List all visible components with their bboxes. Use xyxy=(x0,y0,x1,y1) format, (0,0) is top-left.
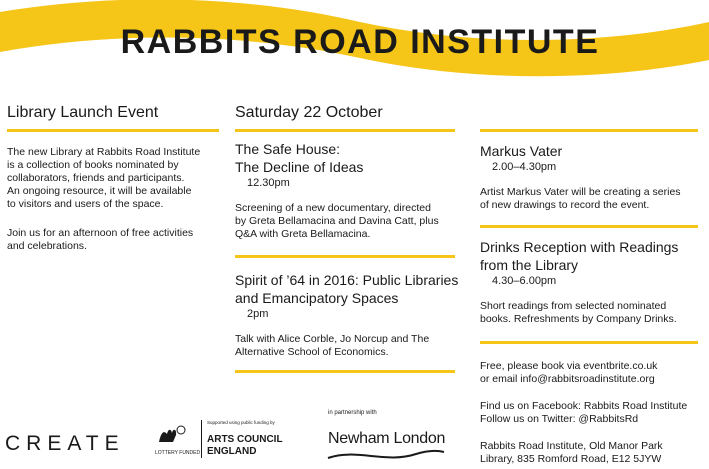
newham-logo: Newham London xyxy=(328,430,446,447)
col3-rule-mid xyxy=(480,225,698,228)
event-description: Artist Markus Vater will be creating a series of new drawings to record the event. xyxy=(480,186,681,211)
social-info: Find us on Facebook: Rabbits Road Institute Follow us on Twitter: @RabbitsRd xyxy=(480,400,688,425)
col2-rule-bottom xyxy=(235,370,455,373)
address-info: Rabbits Road Institute, Old Manor Park Library, 835 Romford Road, E12 5JYW xyxy=(480,440,663,465)
launch-description: The new Library at Rabbits Road Institute is a collection of books nominated by collaborators, friends and participants. An ongoing resource, it will be available to visitors and users of the space. xyxy=(7,146,201,210)
col1-rule xyxy=(7,129,219,132)
booking-info: Free, please book via eventbrite.co.uk or email info@rabbitsroadinstitute.org xyxy=(480,360,658,385)
event-description: Screening of a new documentary, directed by Greta Bellamacina and Davina Catt, plus Q&A with Greta Bellamacina. xyxy=(235,202,439,240)
event-date: Saturday 22 October xyxy=(235,104,383,121)
event-time: 4.30–6.00pm xyxy=(492,275,557,287)
event-title: The Safe House: The Decline of Ideas xyxy=(235,141,364,175)
newham-swoosh-icon xyxy=(326,446,446,464)
lottery-arts-logo xyxy=(155,420,283,460)
arts-council-label-2: ENGLAND xyxy=(207,446,257,457)
event-safe-house xyxy=(235,140,460,241)
event-time: 2.00–4.30pm xyxy=(492,161,557,173)
lottery-label: LOTTERY FUNDED xyxy=(155,450,201,456)
arts-council-label: ARTS COUNCIL xyxy=(207,434,283,445)
banner-title: RABBITS ROAD INSTITUTE xyxy=(120,23,600,61)
event-time: 2pm xyxy=(247,308,269,320)
event-title: Markus Vater xyxy=(480,143,563,159)
event-spirit-64 xyxy=(235,271,460,359)
col3-rule-top xyxy=(480,129,698,132)
launch-heading: Library Launch Event xyxy=(7,104,159,121)
partnership-label: in partnership with xyxy=(328,410,377,416)
event-time: 12.30pm xyxy=(247,177,290,189)
title-banner xyxy=(0,0,709,80)
col3-rule-bottom xyxy=(480,341,698,344)
event-description: Talk with Alice Corble, Jo Norcup and The Alternative School of Economics. xyxy=(235,333,430,358)
logo-divider xyxy=(201,420,202,458)
lottery-fingers-icon xyxy=(155,420,187,448)
col2-rule-top xyxy=(235,129,455,132)
launch-invite: Join us for an afternoon of free activities and celebrations. xyxy=(7,227,194,252)
create-logo: CREATE xyxy=(5,432,125,455)
supported-label: Supported using public funding by xyxy=(207,420,275,425)
event-markus-vater xyxy=(480,142,705,212)
col2-rule-mid xyxy=(235,255,455,258)
event-title: Spirit of ’64 in 2016: Public Libraries and Emancipatory Spaces xyxy=(235,272,459,306)
event-drinks-reception xyxy=(480,238,705,326)
event-title: Drinks Reception with Readings from the Library xyxy=(480,239,679,273)
event-description: Short readings from selected nominated books. Refreshments by Company Drinks. xyxy=(480,300,677,325)
